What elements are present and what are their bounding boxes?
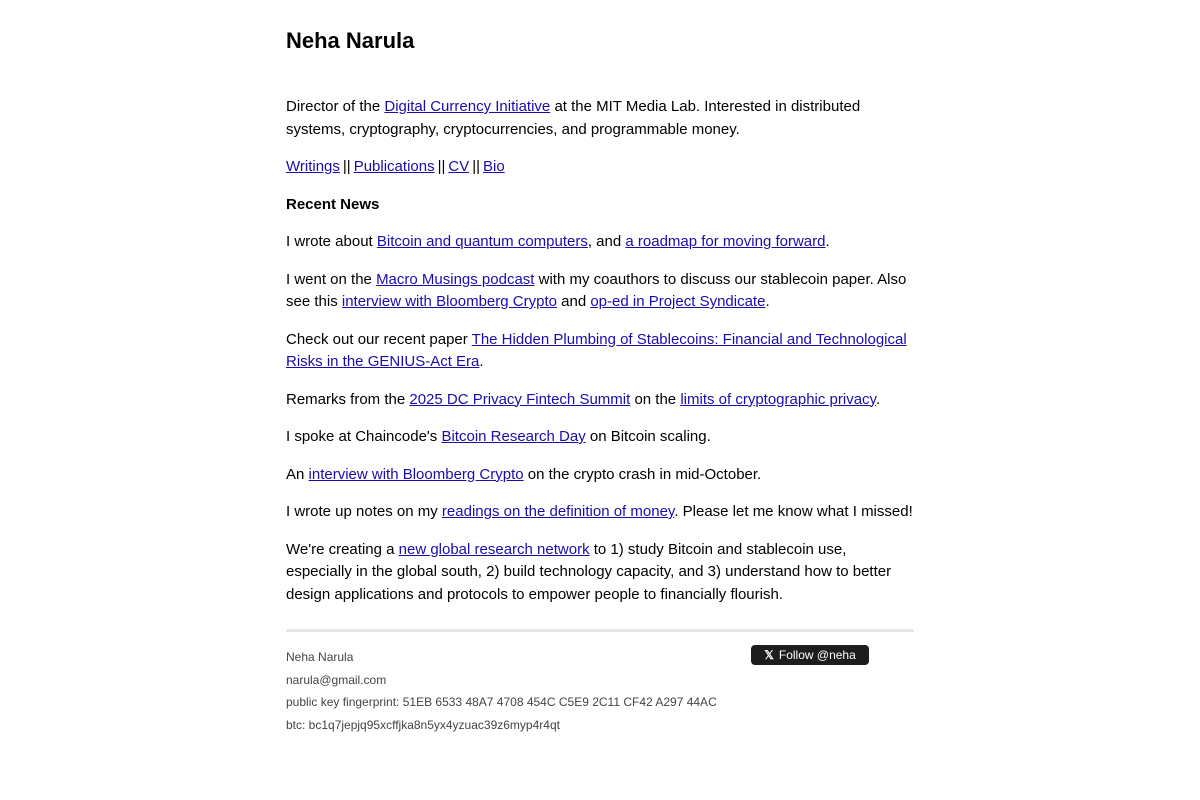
money-readings-link[interactable]: readings on the definition of money (441, 503, 675, 520)
crypto-privacy-link[interactable]: limits of cryptographic privacy (680, 390, 876, 408)
nav-separator: || (472, 158, 481, 175)
footer-email: narula@gmail.com (286, 672, 387, 687)
stablecoin-paper-link[interactable]: The Hidden Plumbing of Stablecoins: Financial and Technological Risks in the GENIUS-Act Era (286, 330, 907, 370)
nav-cv-link[interactable]: CV (448, 158, 470, 175)
footer-name: Neha Narula (286, 650, 354, 664)
bloomberg-crash-link[interactable]: interview with Bloomberg Crypto (308, 465, 524, 483)
news-item (286, 464, 914, 487)
main-content (286, 96, 914, 621)
bitcoin-research-day-link[interactable]: Bitcoin Research Day (441, 428, 586, 445)
recent-news-heading: Recent News (286, 195, 380, 213)
news-item (286, 389, 914, 412)
twitter-follow-button[interactable] (751, 645, 869, 665)
news-text: . Please let me know what I missed! (674, 503, 913, 520)
nav-separator: || (437, 158, 446, 175)
news-text: and (556, 293, 591, 310)
news-text: . (479, 353, 484, 370)
news-text: I went on the (286, 270, 377, 288)
quantum-link[interactable]: Bitcoin and quantum computers (376, 233, 588, 250)
news-text: I spoke at Chaincode's (286, 428, 442, 445)
news-text: to 1) study Bitcoin and stablecoin use, especially in the global south, 2) build technology capacity, and 3) understand how to better design applications and protocols to empower people to financially flourish. (286, 540, 892, 603)
privacy-summit-link[interactable]: 2025 DC Privacy Fintech Summit (409, 390, 631, 408)
bloomberg-interview-link[interactable]: interview with Bloomberg Crypto (341, 293, 557, 310)
nav-writings-link[interactable]: Writings (286, 158, 340, 175)
dci-link[interactable]: Digital Currency Initiative (384, 98, 551, 115)
page-title: Neha Narula (286, 28, 415, 53)
news-text: We're creating a (286, 540, 399, 558)
news-item (286, 269, 914, 314)
news-text: . (765, 293, 770, 310)
news-item (286, 329, 914, 374)
news-item (286, 426, 914, 449)
news-text: An (286, 465, 309, 483)
nav-publications-link[interactable]: Publications (353, 158, 435, 175)
twitter-follow-label: Follow @neha (778, 648, 856, 662)
nav-links (286, 156, 914, 179)
research-network-link[interactable]: new global research network (398, 540, 590, 558)
nav-separator: || (342, 158, 351, 175)
news-text: I wrote about (286, 233, 377, 250)
news-item (286, 539, 914, 607)
news-text: on the crypto crash in mid-October. (523, 465, 762, 483)
news-text: on the (630, 390, 681, 408)
project-syndicate-link[interactable]: op-ed in Project Syndicate (590, 293, 766, 310)
news-text: Check out our recent paper (286, 330, 472, 348)
news-text: , and (587, 233, 626, 250)
footer-pgp-fingerprint: public key fingerprint: 51EB 6533 48A7 4708 454C C5E9 2C11 CF42 A297 44AC (286, 695, 717, 709)
news-text: I wrote up notes on my (286, 503, 442, 520)
news-text: with my coauthors to discuss our stablecoin paper. Also see this (286, 270, 907, 310)
intro-text-2: at the MIT Media Lab. Interested in distributed systems, cryptography, cryptocurrencies, and programmable money. (286, 98, 861, 138)
news-item (286, 501, 914, 524)
news-text: on Bitcoin scaling. (585, 428, 711, 445)
news-text: Remarks from the (286, 390, 410, 408)
nav-bio-link[interactable]: Bio (483, 158, 505, 175)
intro-text: Director of the (286, 98, 385, 115)
x-logo-icon: 𝕏 (764, 648, 774, 662)
intro-paragraph (286, 96, 914, 141)
macro-musings-link[interactable]: Macro Musings podcast (376, 270, 535, 288)
news-text: . (875, 390, 881, 408)
footer-btc-address: btc: bc1q7jepjq95xcffjka8n5yx4yzuac39z6myp4r4qt (286, 717, 560, 732)
footer-divider (286, 629, 914, 632)
news-text: . (825, 233, 830, 250)
roadmap-link[interactable]: a roadmap for moving forward (625, 233, 826, 250)
news-item (286, 231, 914, 254)
